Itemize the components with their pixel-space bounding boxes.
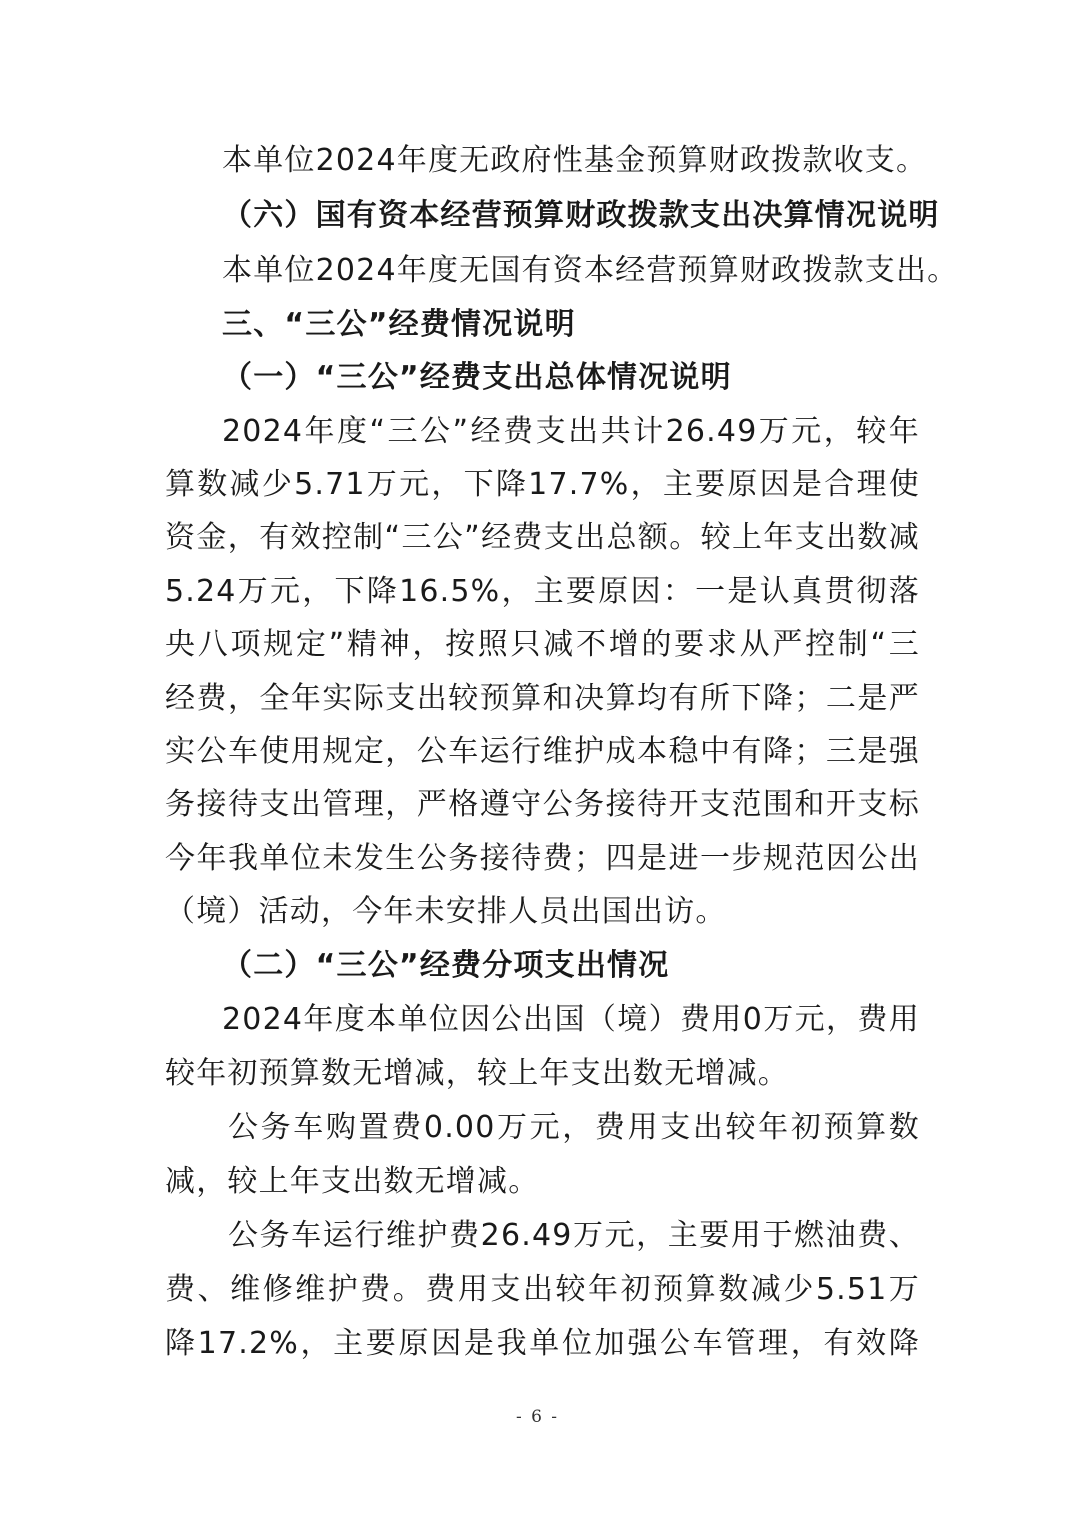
paragraph-line: 公务车运行维护费26.49万元，主要用于燃油费、	[228, 1219, 920, 1253]
section-heading: 三、“三公”经费情况说明	[222, 307, 576, 342]
paragraph-line: 实公车使用规定，公车运行维护成本稳中有降；三是强	[165, 735, 920, 769]
paragraph-line: 务接待支出管理，严格遵守公务接待开支范围和开支标	[165, 788, 920, 822]
paragraph-line: 2024年度“三公”经费支出共计26.49万元，较年	[222, 415, 920, 449]
paragraph-line: 降17.2%，主要原因是我单位加强公车管理，有效降	[165, 1327, 920, 1361]
paragraph-line: 本单位2024年度无政府性基金预算财政拨款收支。	[222, 143, 928, 178]
section-heading: （六）国有资本经营预算财政拨款支出决算情况说明	[222, 198, 940, 233]
paragraph-line: 今年我单位未发生公务接待费；四是进一步规范因公出	[165, 842, 920, 876]
page-number: - 6 -	[515, 1407, 560, 1427]
subsection-heading: （二）“三公”经费分项支出情况	[222, 948, 670, 983]
paragraph-line: （境）活动，今年未安排人员出国出访。	[165, 894, 727, 929]
paragraph-line: 2024年度本单位因公出国（境）费用0万元，费用	[222, 1003, 920, 1037]
paragraph-line: 公务车购置费0.00万元，费用支出较年初预算数	[228, 1111, 920, 1145]
subsection-heading: （一）“三公”经费支出总体情况说明	[222, 360, 732, 395]
paragraph-line: 经费，全年实际支出较预算和决算均有所下降；二是严	[165, 682, 920, 716]
paragraph-line: 资金，有效控制“三公”经费支出总额。较上年支出数减	[165, 521, 920, 555]
paragraph-line: 央八项规定”精神，按照只减不增的要求从严控制“三	[165, 628, 920, 662]
paragraph-line: 费、维修维护费。费用支出较年初预算数减少5.51万	[165, 1273, 920, 1307]
paragraph-line: 5.24万元，下降16.5%，主要原因：一是认真贯彻落	[165, 575, 920, 609]
paragraph-line: 较年初预算数无增减，较上年支出数无增减。	[165, 1056, 789, 1091]
paragraph-line: 算数减少5.71万元，下降17.7%，主要原因是合理使	[165, 468, 920, 502]
paragraph-line: 本单位2024年度无国有资本经营预算财政拨款支出。	[222, 253, 959, 288]
paragraph-line: 减，较上年支出数无增减。	[165, 1164, 540, 1199]
